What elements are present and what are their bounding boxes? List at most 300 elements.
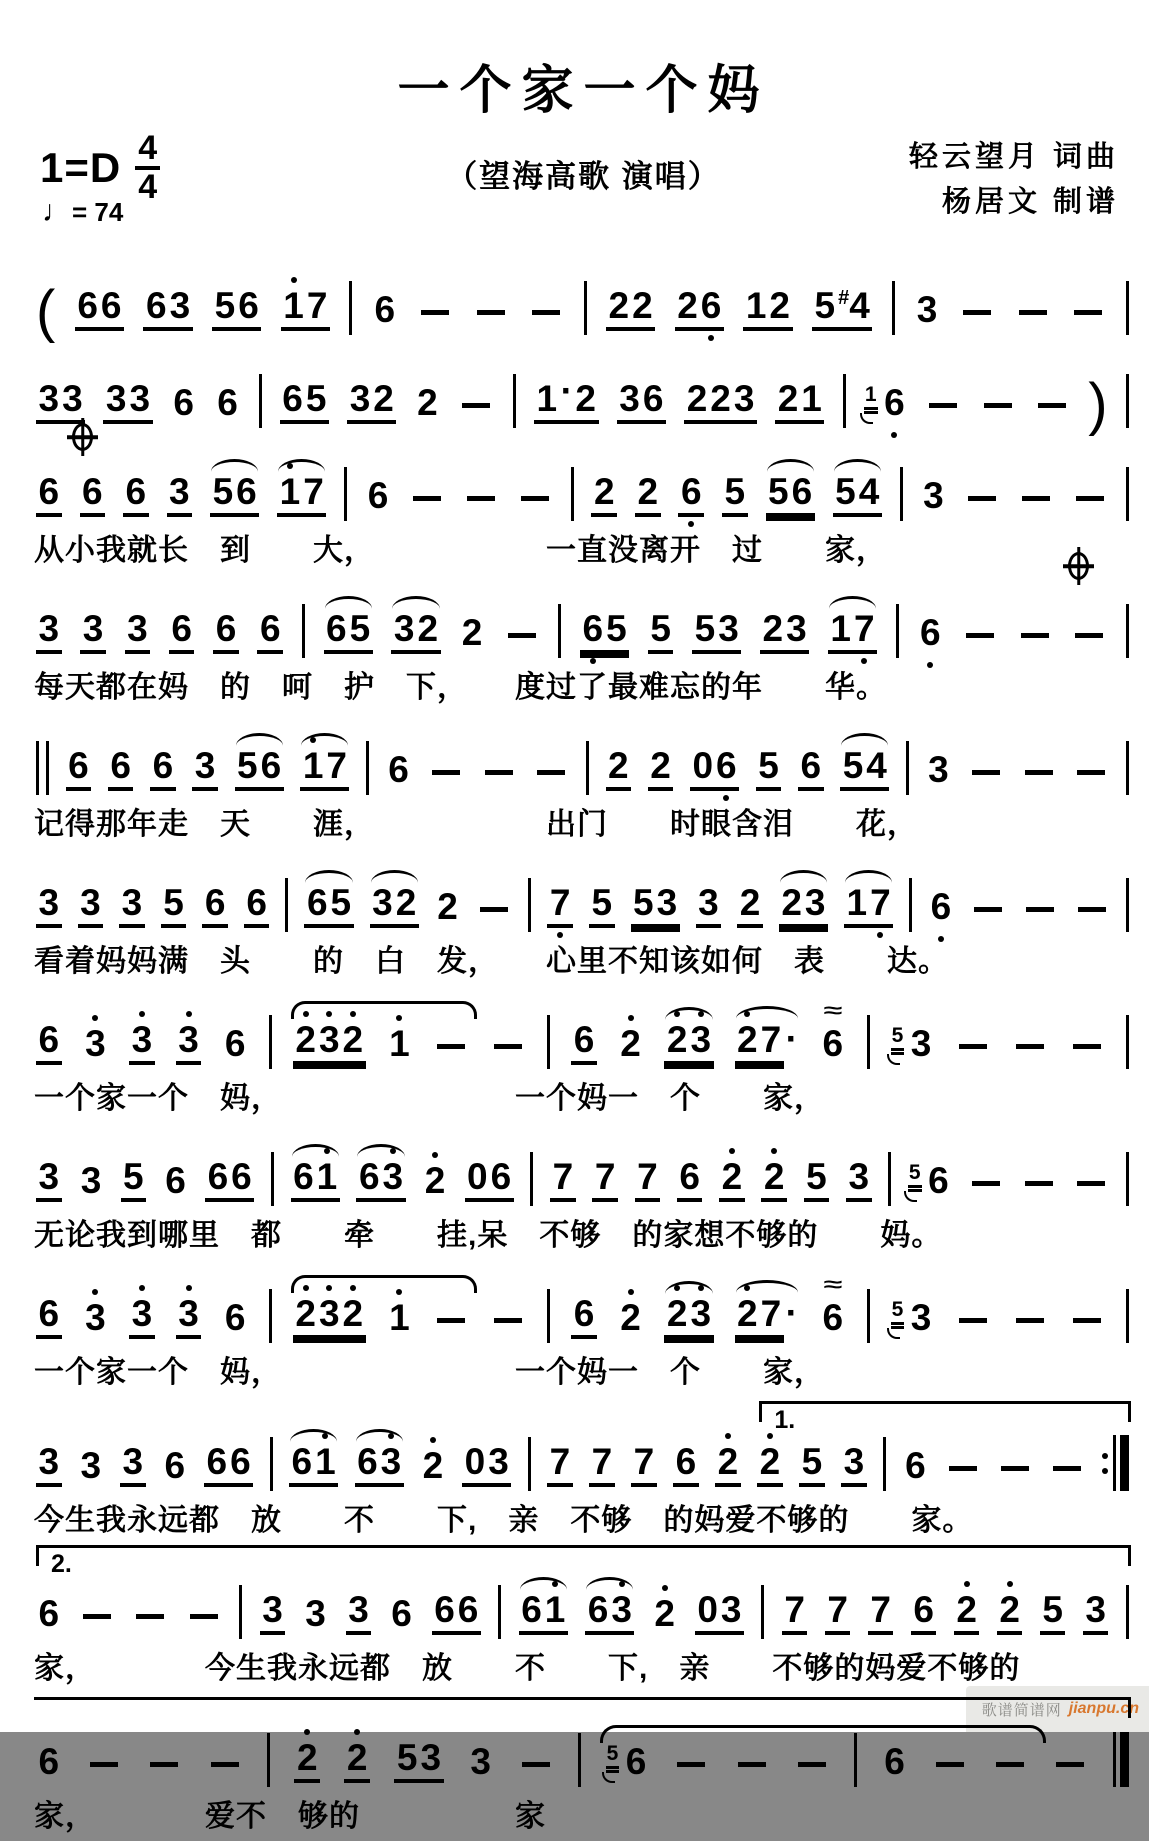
note-digit: 2 — [619, 1025, 643, 1062]
note-digits — [372, 291, 398, 331]
note-group — [66, 747, 92, 791]
note-group — [304, 884, 353, 928]
note-digits — [766, 473, 815, 517]
note-digit: 3 — [928, 749, 949, 790]
slur-arc — [236, 733, 283, 747]
repeat-dot — [1102, 1453, 1108, 1459]
note-group — [606, 1743, 649, 1783]
note-digit: 6 — [38, 1593, 60, 1634]
note-group — [664, 1295, 713, 1339]
note-digit: 3 — [82, 608, 104, 649]
note-digits — [365, 477, 391, 517]
note-group — [36, 380, 85, 424]
note-digits — [804, 1158, 830, 1202]
slur-arc — [834, 459, 881, 473]
note-group — [735, 1294, 799, 1339]
note-digit: 6 — [171, 608, 192, 649]
octave-dot-above — [139, 1285, 145, 1291]
note-digit: 6 — [224, 1023, 246, 1064]
note-digits — [954, 1591, 980, 1635]
barline — [1126, 741, 1129, 795]
note-digits — [123, 473, 149, 517]
notes-row — [34, 1561, 1133, 1649]
note-digits — [833, 473, 882, 517]
note-digit: 3 — [348, 1589, 369, 1630]
note-digits — [735, 1295, 784, 1339]
octave-dot-below — [590, 658, 596, 664]
note-digits — [121, 1158, 147, 1202]
note-digit: 2 — [665, 1021, 689, 1058]
note-group — [606, 287, 655, 331]
barline — [867, 1289, 870, 1343]
note-digit: 2 — [608, 285, 630, 326]
note-digit: 6 — [587, 1589, 609, 1630]
note-digits — [664, 1295, 713, 1339]
note-group — [235, 747, 284, 791]
note-digit: 2 — [710, 378, 731, 419]
note-group — [260, 1591, 286, 1635]
long-slur-arc — [600, 1725, 1046, 1743]
note-digit: 6 — [521, 1589, 542, 1630]
note-digit: 2 — [632, 285, 653, 326]
note-digits — [36, 1443, 62, 1487]
note-digit: 2 — [739, 882, 761, 923]
note-digit: 6 — [699, 287, 723, 324]
system-5 — [34, 717, 1133, 849]
note-digits — [846, 1158, 872, 1202]
duration-dash — [1025, 1181, 1053, 1186]
note-digit: 3 — [127, 608, 148, 649]
note-group — [882, 1743, 908, 1783]
note-digit: 6 — [625, 1741, 647, 1782]
duration-dash — [949, 1466, 977, 1471]
note-group — [547, 884, 573, 928]
repeat-end-barline — [1102, 1435, 1129, 1491]
note-group — [911, 1591, 937, 1635]
note-digit: 2 — [736, 1021, 760, 1058]
note-group — [83, 1025, 109, 1065]
note-group — [176, 1295, 202, 1339]
note-digit: 3 — [379, 1443, 403, 1480]
duration-dash — [485, 770, 513, 775]
note-digits — [760, 610, 809, 654]
barline — [1126, 467, 1129, 521]
note-digit: 2 — [294, 1295, 318, 1332]
barline — [1126, 1015, 1129, 1069]
note-digits — [903, 1447, 929, 1487]
note-digits — [1040, 1591, 1066, 1635]
note-digit: 6 — [642, 378, 664, 419]
barline — [513, 374, 516, 428]
note-digit: 2 — [608, 745, 629, 786]
barline — [302, 604, 305, 658]
phrase-parenthesis: ( — [36, 279, 56, 344]
note-digits — [589, 884, 615, 928]
note-digits — [202, 884, 228, 928]
system-7 — [34, 991, 1133, 1123]
duration-dash — [1038, 403, 1066, 408]
system-2 — [34, 350, 1133, 438]
note-group — [459, 614, 485, 654]
note-digit: 2 — [341, 1021, 365, 1058]
note-digit: 6 — [293, 1156, 314, 1197]
note-digit: 2 — [295, 1739, 319, 1776]
note-group — [571, 1295, 597, 1339]
note-digits — [606, 287, 655, 331]
duration-dash — [521, 496, 549, 501]
duration-dash — [984, 403, 1012, 408]
note-digits — [125, 610, 151, 654]
note-group — [571, 1021, 597, 1065]
note-group — [123, 473, 149, 517]
note-digits — [293, 1295, 366, 1339]
barline — [259, 374, 262, 428]
note-digit: 2 — [777, 378, 799, 419]
note-group — [799, 1443, 825, 1487]
note-group — [618, 1025, 644, 1065]
system-4 — [34, 580, 1133, 712]
augmentation-dot — [786, 1294, 798, 1331]
note-group — [36, 884, 62, 928]
note-digit: 2 — [720, 1158, 744, 1195]
octave-dot-above — [1007, 1581, 1013, 1587]
note-digit: 3 — [105, 378, 127, 419]
notes-row — [34, 350, 1133, 438]
note-group — [618, 1299, 644, 1339]
note-digits — [779, 884, 828, 928]
tremolo-icon: ≈ — [823, 1000, 843, 1022]
note-digits — [108, 747, 134, 791]
note-group — [222, 1025, 248, 1065]
note-digit: 3 — [262, 1589, 283, 1630]
slur-arc — [211, 459, 258, 473]
note-digits — [347, 380, 396, 424]
note-group — [743, 287, 792, 331]
duration-dash — [936, 1762, 964, 1767]
note-group — [664, 1021, 713, 1065]
note-digit: 2 — [294, 1021, 318, 1058]
note-digits — [591, 473, 617, 517]
duration-dash — [437, 1318, 465, 1323]
note-digits — [129, 1021, 155, 1065]
duration-dash — [963, 310, 991, 315]
note-group — [289, 1443, 338, 1487]
note-digit: 6 — [164, 1445, 186, 1486]
note-digit: 3 — [804, 882, 826, 923]
note-digits — [606, 747, 632, 791]
note-digit: 2 — [762, 608, 784, 649]
note-digit: 1 — [388, 1025, 412, 1062]
note-group — [125, 610, 151, 654]
duration-dash — [211, 1762, 239, 1767]
barline — [906, 741, 909, 795]
duration-dash — [537, 770, 565, 775]
octave-dot-below — [557, 932, 563, 938]
note-group — [150, 747, 176, 791]
note-group — [78, 1162, 104, 1202]
note-digit: 6 — [204, 882, 226, 923]
system-12 — [34, 1709, 1133, 1841]
note-digit: 3 — [84, 1025, 108, 1062]
note-digits — [690, 747, 739, 791]
barline — [270, 1437, 273, 1491]
note-digits — [677, 1158, 703, 1202]
note-digit: 3 — [349, 378, 371, 419]
duration-dash — [494, 1044, 522, 1049]
note-group — [432, 1591, 481, 1635]
note-group — [163, 1162, 189, 1202]
barline — [285, 878, 288, 932]
note-digits — [618, 1299, 644, 1339]
note-digits — [519, 1591, 568, 1635]
note-group — [589, 884, 615, 928]
note-digit: 1 — [301, 747, 325, 784]
note-group — [300, 747, 349, 791]
note-digits — [212, 287, 261, 331]
note-digits — [324, 610, 373, 654]
duration-dash — [959, 1044, 987, 1049]
note-digits — [119, 884, 145, 928]
note-digits — [868, 1591, 894, 1635]
note-group — [143, 287, 192, 331]
note-digits — [926, 1162, 952, 1202]
note-group — [696, 884, 722, 928]
note-group — [926, 751, 952, 791]
note-group — [782, 1591, 808, 1635]
note-digits — [346, 1591, 372, 1635]
note-digit: 5 — [163, 882, 184, 923]
duration-dash — [1078, 907, 1106, 912]
note-digit: 2 — [653, 1595, 677, 1632]
slur-arc — [665, 1281, 712, 1295]
phrase-parenthesis: ) — [1088, 372, 1108, 437]
lyrics-line: 家， 今生我永远都 放 不 下, 亲 不够的妈爱不够的 — [34, 1652, 1021, 1685]
octave-dot-above — [396, 1015, 402, 1021]
note-digits — [799, 1443, 825, 1487]
slur-arc — [325, 596, 372, 610]
note-digit: 6 — [490, 1156, 512, 1197]
note-digits — [825, 1591, 851, 1635]
note-digit: 5 — [801, 1441, 823, 1482]
note-group — [589, 1443, 615, 1487]
barline — [1126, 604, 1129, 658]
lyrics-line: 记得那年走 天 涯， 出门 时眼含泪 花， — [34, 808, 918, 841]
note-digit: 3 — [38, 1156, 60, 1197]
note-digits — [921, 477, 947, 517]
note-group — [36, 1021, 62, 1065]
note-digits — [215, 384, 241, 424]
thin-barline — [1113, 1731, 1116, 1787]
note-digit: 6 — [38, 1741, 60, 1782]
note-digit: 3 — [910, 1297, 932, 1338]
note-group — [617, 380, 666, 424]
volta-bracket — [759, 1401, 1131, 1434]
notes-row — [34, 257, 1133, 345]
note-digit: 5 — [237, 745, 258, 786]
barline — [344, 467, 347, 521]
grace-note: 5 — [891, 1025, 905, 1051]
note-group — [36, 1295, 62, 1339]
octave-dot-above — [186, 1011, 192, 1017]
system-1 — [34, 257, 1133, 345]
note-digits — [550, 1158, 576, 1202]
note-group — [212, 287, 261, 331]
note-digits — [222, 1025, 248, 1065]
note-group — [678, 473, 704, 517]
lyrics-line: 从小我就长 到 大， 一直没离开 过 家， — [34, 534, 887, 567]
note-digit: 6 — [822, 1023, 844, 1064]
note-digits — [36, 884, 62, 928]
note-digits — [36, 610, 62, 654]
note-digit: 7 — [549, 1441, 571, 1482]
note-digits — [36, 1743, 62, 1783]
barline — [909, 878, 912, 932]
note-digits — [589, 1443, 615, 1487]
note-digits — [235, 747, 284, 791]
note-digits — [820, 1025, 846, 1065]
note-group — [192, 747, 218, 791]
note-digits — [997, 1591, 1023, 1635]
author-credits — [909, 135, 1119, 225]
note-digits — [394, 1739, 443, 1783]
note-group — [120, 1443, 146, 1487]
note-group — [695, 1591, 744, 1635]
octave-dot-above — [628, 1289, 634, 1295]
repeat-dot — [1102, 1468, 1108, 1474]
note-digit: 2 — [637, 471, 659, 512]
note-digits — [391, 610, 440, 654]
note-digits — [129, 1295, 155, 1339]
slur-arc — [520, 1577, 567, 1591]
note-digit: 6 — [374, 289, 396, 330]
note-digit: 3 — [619, 378, 640, 419]
note-digit: #4 — [838, 285, 870, 326]
note-digit: 0 — [464, 1441, 486, 1482]
note-digit: 3 — [130, 1021, 154, 1058]
duration-dash — [83, 1614, 111, 1619]
note-group — [204, 1443, 253, 1487]
note-digits — [291, 1158, 340, 1202]
note-group — [36, 610, 62, 654]
slur-arc — [665, 1007, 712, 1021]
note-group — [891, 1299, 934, 1339]
duration-dash — [413, 496, 441, 501]
note-digits — [761, 1158, 787, 1202]
note-group — [908, 1162, 951, 1202]
augmentation-dot — [561, 372, 573, 409]
lyricist-composer-credit: 轻云望月 词曲 — [908, 141, 1119, 173]
barline — [530, 1152, 533, 1206]
note-digits — [277, 473, 326, 517]
note-digit: 6 — [110, 745, 131, 786]
note-group — [129, 1021, 155, 1065]
note-digit: 3 — [194, 745, 216, 786]
duration-dash — [974, 907, 1002, 912]
wide-slur-arc — [291, 1001, 477, 1019]
note-digit: 5 — [396, 1737, 418, 1778]
note-digit: 5 — [214, 285, 236, 326]
note-digit: 7 — [637, 1156, 658, 1197]
note-digits — [722, 473, 748, 517]
note-digit: 6 — [573, 1019, 595, 1060]
note-digit: 7 — [326, 745, 347, 786]
tempo-marking — [42, 195, 123, 229]
note-group — [903, 1447, 929, 1487]
note-group — [83, 1299, 109, 1339]
slur-arc — [371, 870, 418, 884]
note-digits — [78, 1447, 104, 1487]
note-digits — [36, 380, 85, 424]
note-digits — [648, 610, 674, 654]
note-group — [684, 380, 757, 424]
note-group — [997, 1591, 1023, 1635]
duration-dash — [968, 496, 996, 501]
octave-dot-above — [430, 1437, 436, 1443]
barline — [547, 1289, 550, 1343]
duration-dash — [1077, 770, 1105, 775]
duration-dash — [1019, 310, 1047, 315]
note-digits — [623, 1743, 649, 1783]
note-digits — [120, 1443, 146, 1487]
slur-arc — [829, 596, 876, 610]
note-digits — [918, 614, 944, 654]
duration-dash — [1026, 907, 1054, 912]
note-digit: 3 — [38, 882, 60, 923]
octave-dot-above — [432, 1152, 438, 1158]
barline — [883, 1437, 886, 1491]
note-digit: 3 — [80, 882, 101, 923]
note-digit: 3 — [38, 1441, 60, 1482]
note-group — [78, 1447, 104, 1487]
note-group — [592, 1158, 618, 1202]
note-digit: 7 — [760, 1019, 782, 1060]
duration-dash — [1073, 1044, 1101, 1049]
note-digit: 6 — [173, 382, 194, 423]
barline — [896, 604, 899, 658]
key-signature: 1=D — [40, 143, 122, 191]
transcriber-credit: 杨居文 制谱 — [941, 185, 1119, 218]
note-digit: 3 — [733, 378, 755, 419]
barline — [761, 1585, 764, 1639]
note-digit: 2 — [781, 882, 802, 923]
note-digits — [882, 1743, 908, 1783]
note-digit: 6 — [367, 475, 389, 516]
note-digit: 3 — [122, 1441, 144, 1482]
note-digits — [389, 1595, 415, 1635]
note-group — [756, 747, 782, 791]
note-group — [129, 1295, 155, 1339]
slur-arc — [392, 596, 439, 610]
barline — [528, 878, 531, 932]
system-10 — [34, 1406, 1133, 1545]
note-digits — [798, 747, 824, 791]
note-group — [519, 1591, 568, 1635]
note-group — [420, 1447, 446, 1487]
note-digit: 6 — [715, 747, 739, 784]
system-8 — [34, 1128, 1133, 1260]
note-digits — [692, 610, 741, 654]
note-digit: 6 — [165, 1160, 186, 1201]
note-group — [891, 1025, 934, 1065]
slur-arc — [301, 733, 348, 747]
wide-slur-arc — [291, 1275, 477, 1293]
octave-dot-above — [771, 1148, 777, 1154]
volta-bracket — [34, 1697, 1131, 1718]
slur-arc — [586, 1577, 633, 1591]
barline — [888, 1152, 891, 1206]
duration-dash — [1022, 496, 1050, 501]
barline — [571, 467, 574, 521]
